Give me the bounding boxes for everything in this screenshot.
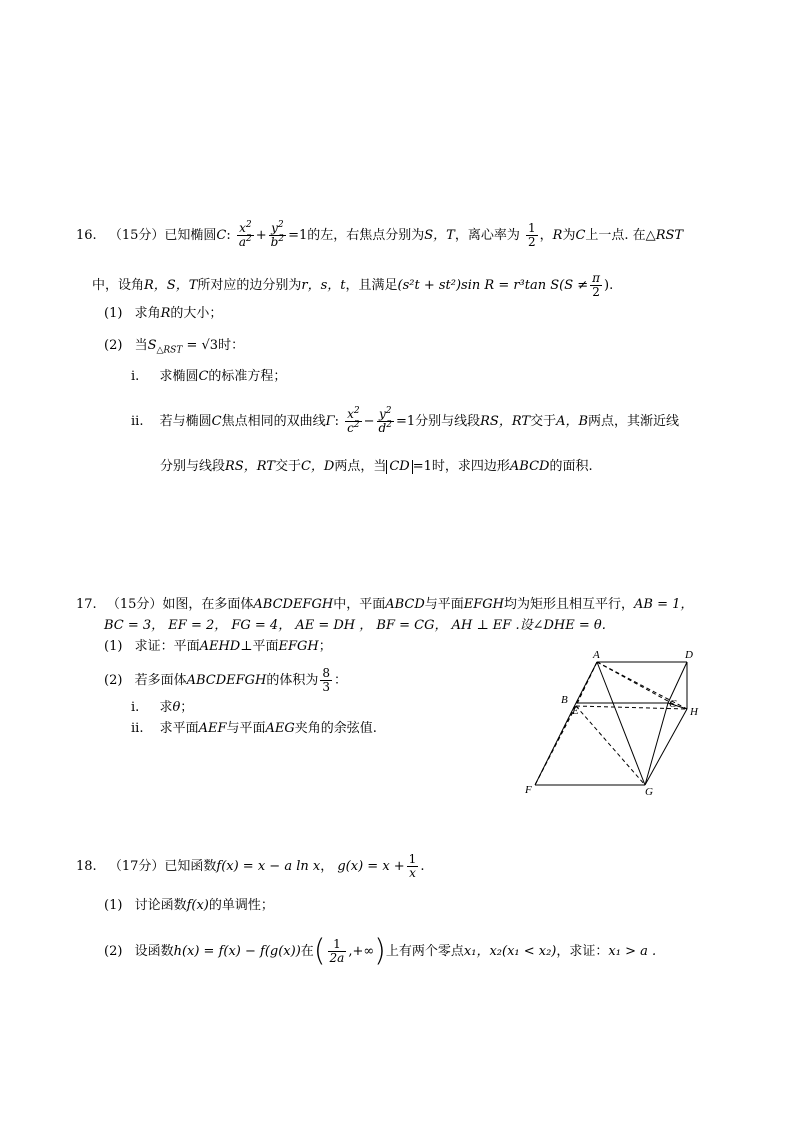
fraction-x2-a2: $\frac{x^2}{a^2}$	[238, 220, 252, 249]
vertex-label-g: G	[645, 786, 653, 798]
q17-line1: 17. （15分）如图，在多面体ABCDEFGH中，平面ABCD与平面EFGH均为矩形且相互平行，AB = 1，	[76, 597, 694, 612]
fraction-pi-2: $\frac{\pi}{2}$	[592, 271, 601, 299]
vertex-label-c: C	[669, 698, 677, 710]
fraction-x2-c2: $\frac{x^2}{c^2}$	[347, 406, 360, 435]
q16-part2-ii-cont: 分别与线段RS，RT交于C，D两点，当 CD =1时，求四边形ABCD的面积.	[160, 459, 593, 474]
question-number: 18.	[76, 859, 97, 874]
q18-line1: 18. （17分）已知函数f(x) = x − a ln x， g(x) = x + $\frac{1}{x}$ .	[76, 852, 425, 880]
q17-part2-ii: ii. 求平面AEF与平面AEG夹角的余弦值.	[131, 721, 377, 736]
fraction-8-3: $\frac{8}{3}$	[322, 666, 331, 694]
q17-part1: (1) 求证：平面AEHD⊥平面EFGH；	[104, 639, 332, 654]
polyhedron-figure	[515, 645, 715, 805]
q16-part2-ii: ii. 若与椭圆C焦点相同的双曲线Γ: $\frac{x^2}{c^2}$ − $\frac{y^2}{d^2}$ =1分别与线段RS，RT交于A，B两点，其渐近线	[131, 406, 680, 435]
q17-part2-i: i. 求θ；	[131, 700, 194, 715]
question-number: 16.	[76, 228, 97, 243]
fraction-1-x: $\frac{1}{x}$	[408, 852, 417, 880]
vertex-label-d: D	[685, 649, 693, 661]
fraction-half: $\frac{1}{2}$	[528, 221, 536, 249]
vertex-label-b: B	[561, 694, 568, 706]
q18-part2: (2) 设函数h(x) = f(x) − f(g(x))在( $\frac{1}{2a}$ ,+∞)上有两个零点x₁，x₂(x₁ < x₂)，求证：x₁ > a .	[104, 933, 657, 969]
q16-part1: (1) 求角R的大小；	[104, 306, 223, 321]
question-number: 17.	[76, 597, 97, 612]
vertex-label-e: E	[572, 705, 579, 717]
vertex-label-a: A	[593, 649, 600, 661]
q16-line2: 中，设角R，S，T所对应的边分别为r，s，t，且满足(s²t + st²)sin R = r³tan S(S ≠ $\frac{\pi}{2}$ ).	[92, 271, 614, 299]
vertex-label-h: H	[690, 706, 698, 718]
q17-line2: BC = 3， EF = 2， FG = 4， AE = DH ， BF = CG， AH ⊥ EF .设∠DHE = θ.	[104, 618, 606, 633]
q18-part1: (1) 讨论函数f(x)的单调性；	[104, 898, 274, 913]
fraction-y2-d2: $\frac{y^2}{d^2}$	[378, 406, 392, 435]
q16-line1: 16. （15分）已知椭圆C: $\frac{x^2}{a^2}$ + $\frac{y^2}{b^2}$ =1的左，右焦点分别为S，T，离心率为 $\frac{1}{2}$ ，R为C上一点. 在△RST	[76, 220, 684, 249]
fraction-1-2a: $\frac{1}{2a}$	[329, 937, 345, 965]
q16-part2-i: i. 求椭圆C的标准方程；	[131, 369, 287, 384]
q17-part2: (2) 若多面体ABCDEFGH的体积为 $\frac{8}{3}$ ：	[104, 666, 348, 694]
fraction-y2-b2: $\frac{y^2}{b^2}$	[270, 220, 285, 249]
q16-part2: (2) 当$S_{\triangle RST} = √3$时：	[104, 338, 245, 356]
vertex-label-f: F	[525, 784, 532, 796]
